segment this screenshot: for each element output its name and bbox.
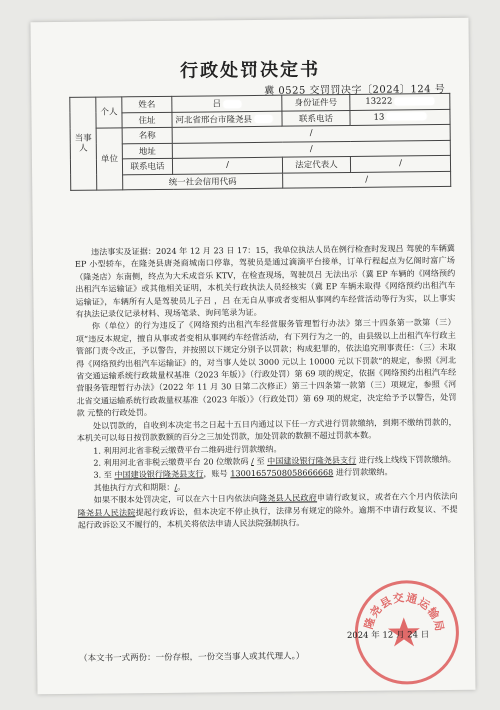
- unit-address-value: /: [172, 140, 450, 158]
- legal-rep-value: /: [350, 155, 450, 172]
- appeal-paragraph: 如果不服本处罚决定，可以在六十日内依法向隆尧县人民政府申请行政复议，或者在六个月内依法向隆尧县人民法院提起行政诉讼，但本决定不停止执行，法律另有规定的除外。逾期不申请行政复议、不提起行政诉讼又不履行的，本机关将依法申请人民法院强制执行。: [77, 490, 458, 530]
- party-label: 当事人: [70, 97, 97, 190]
- party-info-table: [69, 93, 451, 191]
- phone-label: 联系电话: [282, 110, 350, 126]
- unit-phone-label: 联系电话: [122, 158, 172, 174]
- svg-text:隆尧县交通运输局: 隆尧县交通运输局: [362, 591, 447, 634]
- unit-name-value: /: [172, 124, 450, 142]
- address-value: 河北省邢台市隆尧县: [172, 111, 282, 128]
- name-value: 吕: [172, 95, 282, 112]
- unit-address-label: 地址: [122, 143, 172, 159]
- individual-label: 个人: [96, 97, 122, 128]
- name-label: 姓名: [122, 96, 172, 112]
- document-title: 行政处罚决定书: [179, 59, 321, 82]
- id-value: 13222: [350, 93, 450, 110]
- unit-label: 单位: [96, 128, 123, 190]
- other-execution: 其他执行方式和期限：/。: [93, 481, 186, 493]
- document-page: [30, 18, 475, 695]
- credit-code-value: /: [283, 171, 451, 188]
- credit-code-label: 统一社会信用代码: [123, 173, 283, 190]
- id-label: 身份证件号: [282, 94, 350, 110]
- payment-method-2: 2. 利用河北省非税云缴费平台 20 位缴款码 / 至 中国建设银行隆尧县支行 进行线上线线下罚款缴纳。: [93, 453, 456, 468]
- facts-paragraph: 违法事实及证据：2024 年 12 月 23 日 17：15，我单位执法人员在例行检查时发现吕 驾驶的车辆冀 EP 小型轿车，在隆尧县唐尧商城南口停靠，驾驶员是通过滴滴平台接单，订单行程起点为亿阁时富广场（隆尧店）东南侧，终点为大禾成音乐 KTV，在检查现场，驾驶员吕 无法出示（冀 EP 车辆的《网络预约出租汽车运输证》或其他相关证明，本机关行政执法人员经核实（冀 EP 车辆未取得《网络预约出租汽车运输证》，车辆所有人是驾驶员儿子吕 ，吕 在无自从事或者变相从事网约车经营活动等行为实，以上事实有执法记录仪记录材料、现场笔录、询问笔录为证。: [74, 242, 456, 319]
- unit-name-label: 名称: [122, 127, 172, 143]
- document-number: 冀 0525 交罚罚决字〔2024〕124 号: [264, 83, 446, 97]
- payment-method-1: 1. 利用河北省非税云缴费平台二维码进行罚款缴纳。: [93, 443, 282, 456]
- address-label: 住址: [122, 112, 172, 128]
- legal-rep-label: 法定代表人: [282, 156, 350, 172]
- violation-paragraph: 你（单位）的行为违反了《网络预约出租汽车经营服务管理暂行办法》第三十四条第一款第（三）项“违反本规定，擅自从事或者变相从事网约车经营活动，有下列行为之一的，由县级以上出租汽车行政主管部门责令改正，予以警告，并按照以下规定分别予以罚款；构成犯罪的，依法追究刑事责任：（三）未取得《网络预约出租汽车运输证》的，对当事人处以 3000 元以上 10000 元以下罚款”的规定，参照《河北省交通运输系统行政裁量权基准（2023 年版）》（行政处罚）第 69 项的规定，依据《网络预约出租汽车经营服务管理暂行办法》（2022 年 11 月 30 日第二次修正）第三十四条第一款第（三）项规定，参照《河北省交通运输系统行政裁量权基准（2023 年版）》（行政处罚）第 69 项的规定，决定给予予以警告，处罚款 元整的行政处罚。: [75, 317, 457, 419]
- phone-value: 13: [350, 109, 450, 126]
- payment-method-3: 3. 至 中国建设银行隆尧县支行，账号 13001657508058666668 进行罚款缴纳。: [93, 466, 393, 480]
- footer-note: （本文书一式两份：一份存根，一份交当事人或其代理人。）: [79, 651, 305, 664]
- unit-phone-value: /: [172, 157, 282, 174]
- document-body: [75, 242, 458, 531]
- decision-date: 2024 年 12 月 24 日: [346, 630, 430, 642]
- payment-paragraph: 处以罚款的，自收到本决定书之日起十五日内通过以下任一方式进行罚款缴纳，到期不缴纳罚款的，本机关可以每日按罚款数额的百分之三加处罚款，加处罚款的数额不超过罚款本数。: [76, 416, 457, 443]
